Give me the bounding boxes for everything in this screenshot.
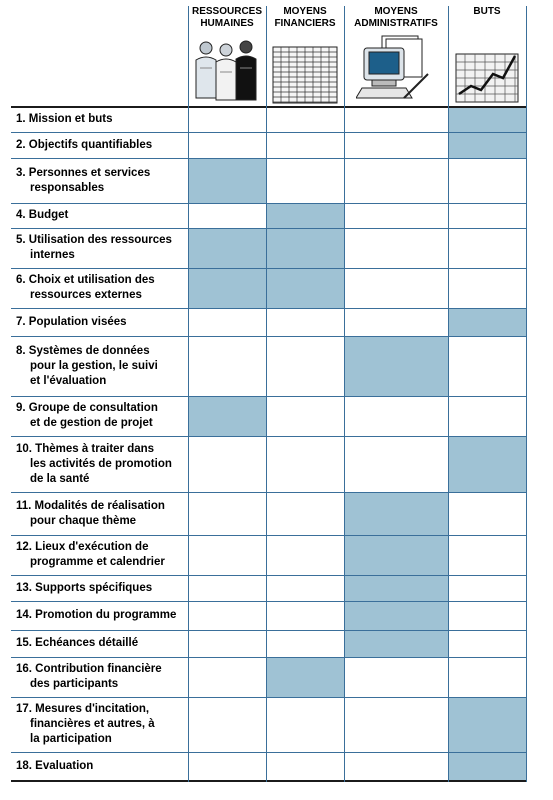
row-label-line: 9. Groupe de consultation	[16, 402, 158, 414]
header-divider	[448, 6, 449, 106]
row-label	[16, 581, 152, 596]
filled-cell	[188, 158, 266, 203]
column-header	[448, 6, 526, 18]
filled-cell	[188, 396, 266, 436]
row-label	[16, 233, 172, 263]
row-label-line: 5. Utilisation des ressources	[16, 234, 172, 246]
row-label-line: 13. Supports spécifiques	[16, 581, 153, 594]
filled-cell	[448, 752, 526, 780]
row-label	[16, 702, 155, 747]
header-divider	[526, 6, 527, 106]
row-label	[16, 208, 68, 223]
filled-cell	[448, 697, 526, 752]
row-label	[16, 273, 155, 303]
row-label-line: 7. Population visées	[16, 315, 127, 328]
header-line-2: ADMINISTRATIFS	[354, 18, 438, 29]
row-label	[16, 401, 158, 431]
row-label-line: et l'évaluation	[30, 374, 107, 387]
header-line-2: HUMAINES	[200, 18, 254, 29]
filled-cell	[344, 601, 448, 630]
filled-cell	[266, 203, 344, 228]
row-label	[16, 344, 158, 389]
row-label-line: 8. Systèmes de données	[16, 344, 150, 357]
row-label-line: 17. Mesures d'incitation,	[16, 703, 150, 715]
column-divider	[526, 106, 527, 782]
column-divider	[448, 106, 449, 782]
header-line-1: RESSOURCES	[191, 6, 262, 17]
header-line-1: BUTS	[473, 6, 501, 17]
row-label-line: les activités de promotion	[30, 457, 172, 470]
computer-icon	[356, 34, 436, 109]
filled-cell	[188, 268, 266, 308]
row-label	[16, 499, 165, 529]
row-label-line: internes	[30, 249, 75, 261]
filled-cell	[344, 336, 448, 396]
row-label-line: ressources externes	[30, 289, 142, 301]
row-label-line: pour la gestion, le suivi	[30, 359, 158, 372]
row-label	[16, 759, 93, 774]
row-label-line: et de gestion de projet	[30, 417, 153, 429]
header-line-2: FINANCIERS	[274, 18, 336, 29]
row-label-line: 2. Objectifs quantifiables	[16, 138, 153, 151]
people-icon	[192, 38, 262, 109]
row-label	[16, 112, 113, 127]
column-divider	[188, 106, 189, 782]
row-label	[16, 662, 162, 692]
row-label-line: 18. Evaluation	[16, 759, 94, 772]
column-divider	[344, 106, 345, 782]
row-label-line: 12. Lieux d'exécution de	[16, 541, 149, 553]
filled-cell	[448, 308, 526, 336]
row-label	[16, 315, 127, 330]
filled-cell	[266, 268, 344, 308]
header-line-1: MOYENS	[374, 6, 418, 17]
row-label-line: 14. Promotion du programme	[16, 609, 177, 621]
row-label	[16, 442, 172, 487]
row-label	[16, 138, 152, 153]
header-line-1: MOYENS	[283, 6, 327, 17]
filled-cell	[344, 630, 448, 657]
filled-cell	[448, 106, 526, 132]
row-label-line: 6. Choix et utilisation des	[16, 274, 155, 286]
row-label-line: 4. Budget	[16, 209, 69, 221]
row-label-line: programme et calendrier	[30, 556, 165, 568]
filled-cell	[266, 657, 344, 697]
row-label-line: financières et autres, à	[30, 718, 155, 730]
row-label-line: la participation	[30, 733, 112, 745]
row-label	[16, 608, 176, 623]
row-label-line: 10. Thèmes à traiter dans	[16, 442, 155, 455]
row-label	[16, 540, 165, 570]
filled-cell	[344, 492, 448, 535]
column-header	[188, 6, 266, 30]
filled-cell	[448, 132, 526, 158]
row-label-line: 1. Mission et buts	[16, 112, 113, 125]
row-label	[16, 166, 150, 196]
ledger-icon	[272, 46, 338, 109]
row-label-line: 11. Modalités de réalisation	[16, 499, 165, 512]
filled-cell	[188, 228, 266, 268]
row-label-line: 3. Personnes et services	[16, 166, 151, 179]
row-label-line: responsables	[30, 181, 105, 194]
row-label-line: de la santé	[30, 472, 90, 485]
row-label-line: 15. Echéances détaillé	[16, 637, 139, 649]
column-header	[266, 6, 344, 30]
row-label-line: pour chaque thème	[30, 514, 137, 527]
row-label	[16, 636, 138, 651]
row-label-line: des participants	[30, 678, 119, 690]
row-label-line: 16. Contribution financière	[16, 663, 162, 675]
filled-cell	[448, 436, 526, 492]
filled-cell	[344, 575, 448, 601]
filled-cell	[266, 228, 344, 268]
rising-chart-icon	[455, 48, 519, 109]
column-divider	[266, 106, 267, 782]
filled-cell	[344, 535, 448, 575]
column-header	[344, 6, 448, 30]
